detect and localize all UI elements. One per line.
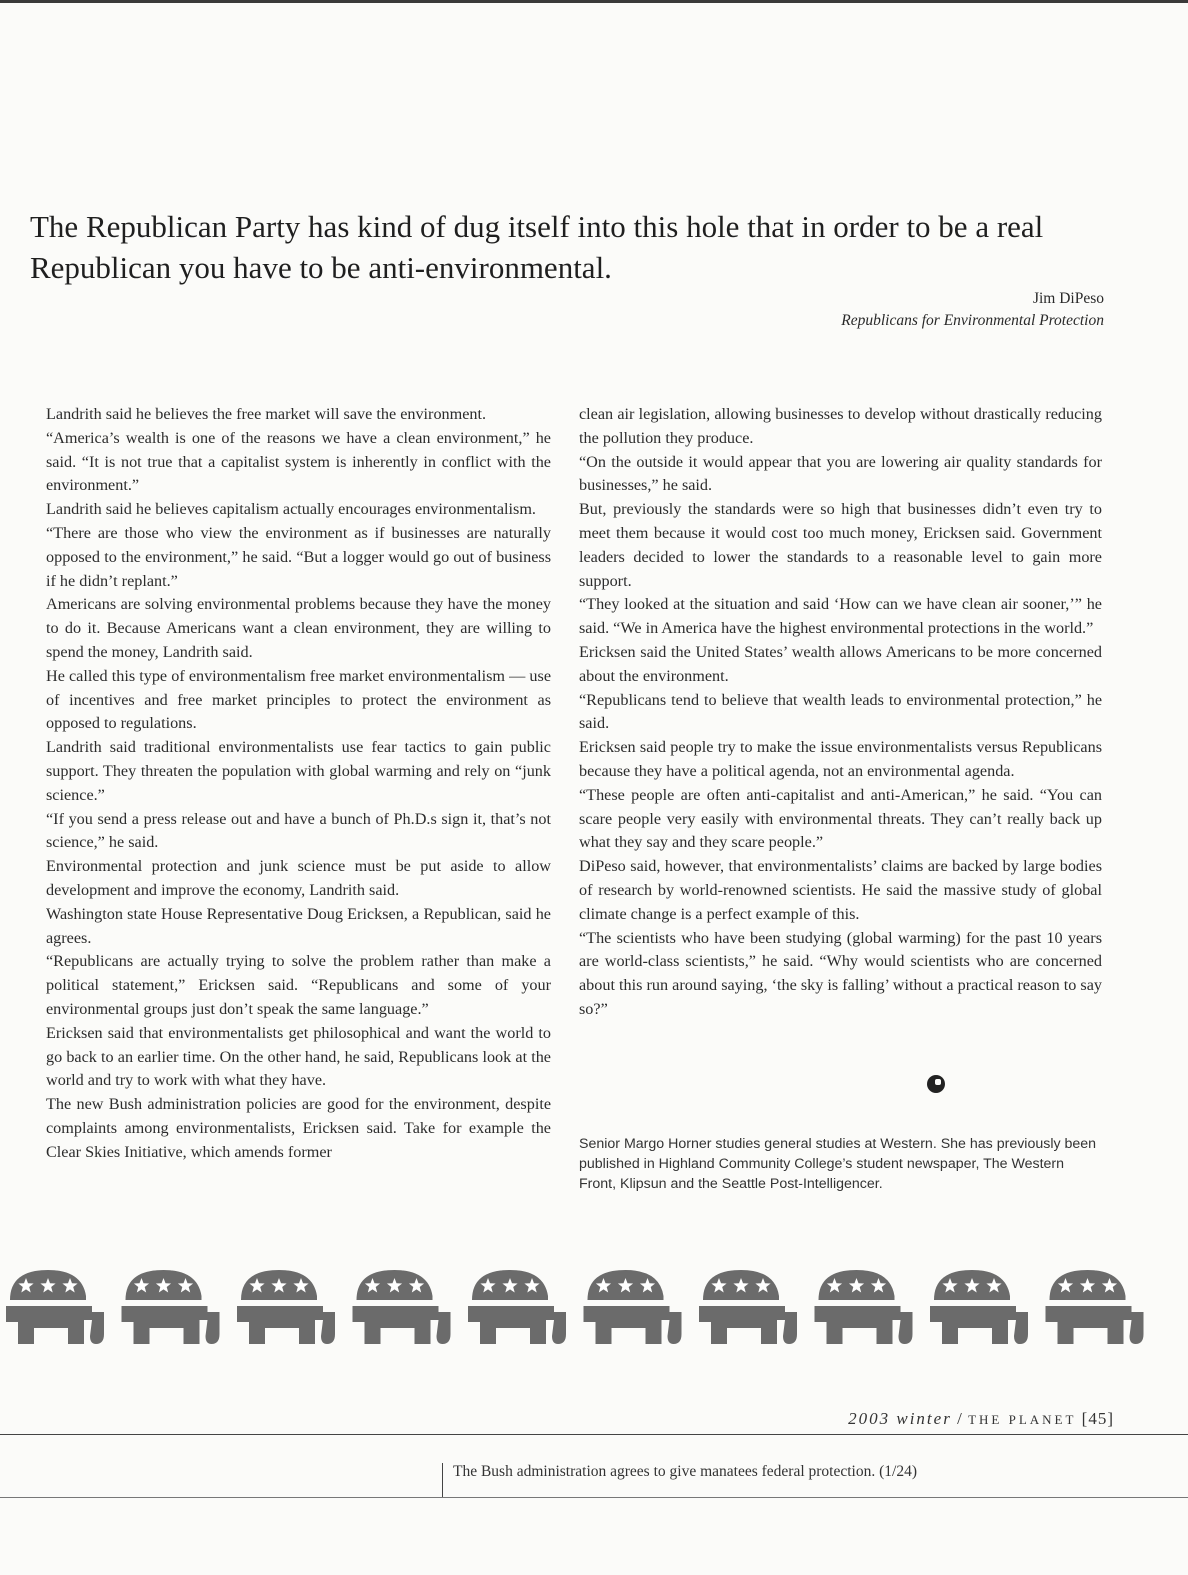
pull-quote-attribution	[841, 288, 1104, 332]
paragraph: “They looked at the situation and said ‘How can we have clean air sooner,’” he said. “We in America have the highest environmental protections in the world.”	[579, 595, 1102, 638]
paragraph: “America’s wealth is one of the reasons we have a clean environment,” he said. “It is not true that a capitalist system is inherently in conflict with the environment.”	[46, 428, 551, 495]
elephant-icon	[353, 1270, 451, 1344]
elephant-icon	[699, 1270, 797, 1344]
paragraph: “There are those who view the environment as if businesses are naturally opposed to the environment,” he said. “But a logger would go out of business if he didn’t replant.”	[46, 523, 551, 590]
elephant-icon	[930, 1270, 1028, 1344]
paragraph: Washington state House Representative Doug Ericksen, a Republican, said he agrees.	[46, 904, 551, 947]
paragraph: “If you send a press release out and have a bunch of Ph.D.s sign it, that’s not science,” he said.	[46, 809, 551, 852]
pull-quote: The Republican Party has kind of dug itself into this hole that in order to be a real Republican you have to be anti-environmental.	[30, 209, 1044, 285]
end-of-article-icon	[927, 1075, 945, 1093]
elephant-row	[4, 1262, 1154, 1352]
paragraph: “Republicans are actually trying to solve the problem rather than make a political statement,” Ericksen said. “Republicans and some of your environmental groups just don’t speak the same language.”	[46, 952, 551, 1018]
paragraph: Landrith said he believes capitalism actually encourages environmentalism.	[46, 500, 536, 519]
paragraph: Environmental protection and junk science must be put aside to allow development and improve the economy, Landrith said.	[46, 857, 551, 899]
elephant-icon	[6, 1270, 104, 1344]
paragraph: Ericksen said the United States’ wealth allows Americans to be more concerned about the environment.	[579, 642, 1102, 685]
attribution-organization: Republicans for Environmental Protection	[841, 312, 1104, 329]
author-bio: Senior Margo Horner studies general studies at Western. She has previously been published in Highland Community College’s student newspaper, The Western Front, Klipsun and the Seattle Post-Intelligencer.	[579, 1136, 1097, 1192]
paragraph: Landrith said he believes the free market will save the environment.	[46, 405, 487, 423]
article-column-left	[46, 403, 551, 1165]
paragraph: But, previously the standards were so high that businesses didn’t even try to meet them because it would cost too much money, Ericksen said. Government leaders decided to lower the standards to a reasonable level to gain more support.	[579, 500, 1102, 590]
elephant-icon	[468, 1270, 566, 1344]
paragraph: Americans are solving environmental problems because they have the money to do it. Because Americans want a clean environment, they are willing to spend the money, Landrith said.	[46, 595, 551, 661]
elephant-icon	[237, 1270, 335, 1344]
elephant-icon	[815, 1270, 913, 1344]
news-ticker: The Bush administration agrees to give manatees federal protection. (1/24)	[453, 1463, 917, 1480]
paragraph: He called this type of environmentalism free market environmentalism — use of incentives and free market principles to protect the environment as opposed to regulations.	[46, 666, 551, 733]
paragraph: DiPeso said, however, that environmentalists’ claims are backed by large bodies of research by world-renowned scientists. He said the massive study of global climate change is a perfect example of this.	[579, 857, 1102, 923]
paragraph: “These people are often anti-capitalist and anti-American,” he said. “You can scare people very easily with environmental threats. They can’t really back up what they say and they scare people.”	[579, 785, 1102, 852]
ticker-divider	[442, 1463, 443, 1497]
folio-separator: /	[957, 1409, 963, 1428]
elephant-icon	[584, 1270, 682, 1344]
footer-rule-bottom	[0, 1497, 1188, 1498]
paragraph: “Republicans tend to believe that wealth leads to environmental protection,” he said.	[579, 690, 1102, 733]
paragraph: The new Bush administration policies are good for the environment, despite complaints among environmentalists, Ericksen said. Take for example the Clear Skies Initiative, which amends former	[46, 1095, 551, 1161]
footer-rule-top	[0, 1434, 1188, 1435]
paragraph: “The scientists who have been studying (global warming) for the past 10 years are world-class scientists,” he said. “Why would scientists who are concerned about this run around saying, ‘the sky is falling’ without a practical reason to say so?”	[579, 928, 1102, 1018]
attribution-name: Jim DiPeso	[1032, 290, 1104, 307]
top-rule	[0, 0, 1188, 3]
paragraph: “On the outside it would appear that you are lowering air quality standards for businesses,” he said.	[579, 452, 1102, 495]
page-folio	[848, 1409, 1114, 1429]
elephant-icon	[122, 1270, 220, 1344]
issue-season: 2003 winter	[848, 1409, 952, 1428]
paragraph: Ericksen said that environmentalists get philosophical and want the world to go back to an earlier time. On the other hand, he said, Republicans look at the world and try to work with what they have.	[46, 1023, 551, 1090]
paragraph: clean air legislation, allowing businesses to develop without drastically reducing the pollution they produce.	[579, 405, 1102, 447]
paragraph: Ericksen said people try to make the issue environmentalists versus Republicans because they have a political agenda, not an environmental agenda.	[579, 738, 1102, 780]
publication-name: THE PLANET	[968, 1412, 1077, 1427]
article-column-right	[579, 403, 1102, 1022]
page-number: [45]	[1081, 1409, 1114, 1428]
paragraph: Landrith said traditional environmentalists use fear tactics to gain public support. They threaten the population with global warming and rely on “junk science.”	[46, 738, 551, 804]
elephant-icon	[1046, 1270, 1144, 1344]
